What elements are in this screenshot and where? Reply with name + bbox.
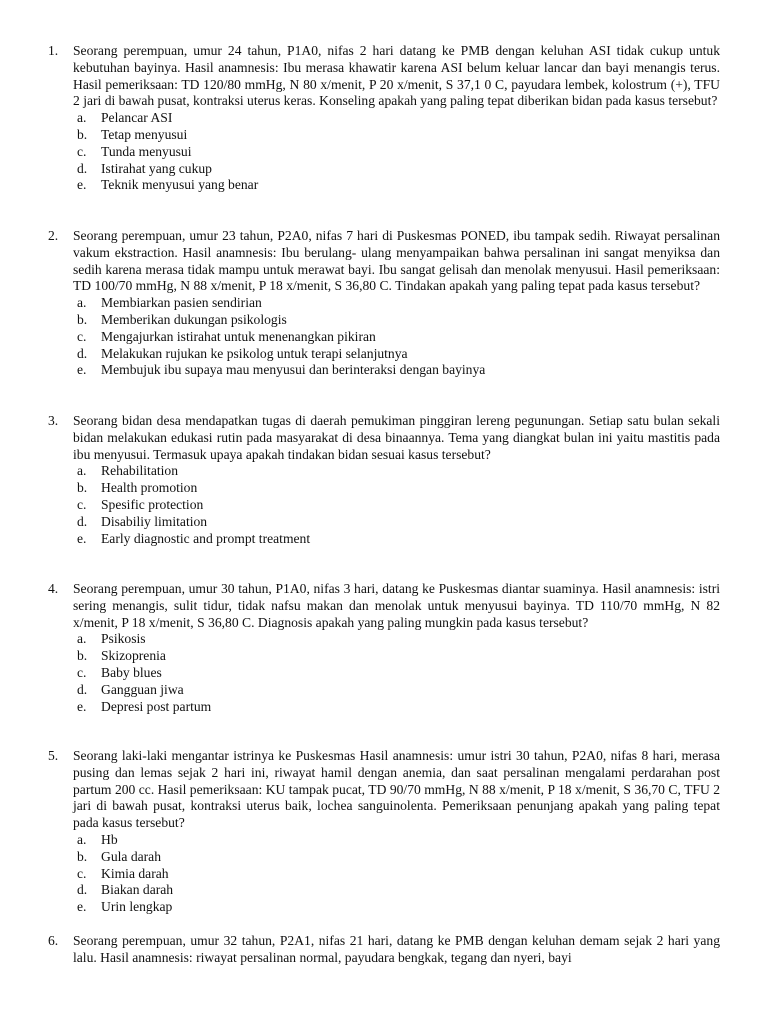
- answer-option: [77, 161, 720, 178]
- option-letter: b.: [77, 848, 88, 864]
- answer-option: [77, 882, 720, 899]
- answer-options: [77, 110, 720, 194]
- option-letter: b.: [77, 126, 88, 142]
- option-letter: b.: [77, 311, 88, 327]
- option-letter: d.: [77, 882, 88, 898]
- option-text: Pelancar ASI: [101, 110, 173, 126]
- option-letter: b.: [77, 648, 88, 664]
- answer-options: [77, 631, 720, 715]
- answer-options: [77, 832, 720, 916]
- option-text: Membiarkan pasien sendirian: [101, 295, 262, 311]
- option-text: Urin lengkap: [101, 899, 173, 915]
- question-6: [48, 933, 720, 967]
- option-text: Mengajurkan istirahat untuk menenangkan pikiran: [101, 328, 376, 344]
- option-text: Istirahat yang cukup: [101, 160, 212, 176]
- answer-option: [77, 110, 720, 127]
- answer-option: [77, 144, 720, 161]
- answer-option: [77, 866, 720, 883]
- option-letter: d.: [77, 513, 88, 529]
- option-letter: c.: [77, 328, 87, 344]
- option-text: Gangguan jiwa: [101, 681, 184, 697]
- option-text: Hb: [101, 831, 118, 847]
- option-letter: a.: [77, 463, 87, 479]
- question-number: 3.: [48, 413, 59, 428]
- option-text: Disabiliy limitation: [101, 513, 208, 529]
- answer-option: [77, 480, 720, 497]
- option-letter: c.: [77, 664, 87, 680]
- question-text: Seorang bidan desa mendapatkan tugas di daerah pemukiman pinggiran lereng pegunungan. Setiap satu bulan sekali bidan melakukan edukasi rutin pada masyarakat di desa binaannya. Tema yang diangkat bulan ini yaitu mastitis pada ibu menyusui. Termasuk upaya apakah tindakan bidan sesuai kasus tersebut?: [73, 413, 720, 462]
- option-letter: c.: [77, 496, 87, 512]
- option-text: Melakukan rujukan ke psikolog untuk terapi selanjutnya: [101, 345, 408, 361]
- option-text: Tunda menyusui: [101, 143, 192, 159]
- option-letter: a.: [77, 831, 87, 847]
- option-letter: e.: [77, 899, 87, 915]
- answer-option: [77, 312, 720, 329]
- answer-option: [77, 295, 720, 312]
- answer-option: [77, 177, 720, 194]
- answer-option: [77, 362, 720, 379]
- option-text: Tetap menyusui: [101, 126, 188, 142]
- question-text: Seorang perempuan, umur 30 tahun, P1A0, nifas 3 hari, datang ke Puskesmas diantar suaminya. Hasil anamnesis: istri sering menangis, sulit tidur, tidak nafsu makan dan menolak untuk menyusui bayinya. TD 110/70 mmHg, N 82 x/menit, P 18 x/menit, S 36,80 C. Diagnosis apakah yang paling mungkin pada kasus tersebut?: [73, 581, 720, 630]
- question-3: [48, 413, 720, 547]
- question-text: Seorang laki-laki mengantar istrinya ke Puskesmas Hasil anamnesis: umur istri 30 tahun, P2A0, nifas 8 hari, merasa pusing dan lemas sejak 2 hari ini, riwayat hamil dengan anemia, dan saat persalinan mengalami perdarahan post partum 200 cc. Hasil pemeriksaan: KU tampak pucat, TD 90/70 mmHg, N 88 x/menit, P 18 x/menit, S 36,70 C, TFU 2 jari di bawah pusat, kontraksi uterus baik, lochea sanguinolenta. Pemeriksaan penunjang apakah yang paling tepat pada kasus tersebut?: [73, 748, 720, 831]
- option-letter: b.: [77, 480, 88, 496]
- answer-option: [77, 514, 720, 531]
- question-number: 2.: [48, 228, 59, 243]
- question-2: [48, 228, 720, 379]
- option-text: Psikosis: [101, 631, 146, 647]
- option-letter: a.: [77, 295, 87, 311]
- question-number: 6.: [48, 933, 59, 948]
- answer-option: [77, 463, 720, 480]
- question-number: 4.: [48, 581, 59, 596]
- answer-option: [77, 531, 720, 548]
- question-5: [48, 748, 720, 916]
- option-text: Skizoprenia: [101, 648, 166, 664]
- answer-option: [77, 497, 720, 514]
- answer-option: [77, 849, 720, 866]
- option-letter: d.: [77, 345, 88, 361]
- option-letter: a.: [77, 110, 87, 126]
- question-1: [48, 43, 720, 194]
- option-letter: c.: [77, 143, 87, 159]
- option-letter: d.: [77, 681, 88, 697]
- option-letter: a.: [77, 631, 87, 647]
- option-text: Membujuk ibu supaya mau menyusui dan berinteraksi dengan bayinya: [101, 362, 486, 378]
- option-text: Gula darah: [101, 848, 162, 864]
- answer-options: [77, 463, 720, 547]
- option-text: Spesific protection: [101, 496, 204, 512]
- option-letter: e.: [77, 362, 87, 378]
- option-text: Memberikan dukungan psikologis: [101, 311, 287, 327]
- question-number: 5.: [48, 748, 59, 763]
- option-text: Biakan darah: [101, 882, 174, 898]
- option-letter: e.: [77, 530, 87, 546]
- option-letter: d.: [77, 160, 88, 176]
- answer-option: [77, 899, 720, 916]
- option-text: Early diagnostic and prompt treatment: [101, 530, 311, 546]
- option-text: Health promotion: [101, 480, 198, 496]
- question-text: Seorang perempuan, umur 23 tahun, P2A0, nifas 7 hari di Puskesmas PONED, ibu tampak sedih. Riwayat persalinan vakum ekstraction. Hasil anamnesis: Ibu berulang- ulang menyampaikan bahwa persalinan ini sangat menyiksa dan sedih karena merasa tidak mampu untuk merawat bayi. Ibu sangat gelisah dan menolak menyusui. Hasil pemeriksaan: TD 100/70 mmHg, N 88 x/menit, P 18 x/menit, S 36,80 C. Tindakan apakah yang paling tepat pada kasus tersebut?: [73, 228, 720, 294]
- option-letter: e.: [77, 698, 87, 714]
- answer-option: [77, 665, 720, 682]
- answer-option: [77, 329, 720, 346]
- answer-option: [77, 832, 720, 849]
- answer-option: [77, 699, 720, 716]
- answer-option: [77, 127, 720, 144]
- question-4: [48, 581, 720, 715]
- answer-option: [77, 631, 720, 648]
- question-text: Seorang perempuan, umur 32 tahun, P2A1, nifas 21 hari, datang ke PMB dengan keluhan demam sejak 2 hari yang lalu. Hasil anamnesis: riwayat persalinan normal, payudara bengkak, tegang dan nyeri, bayi: [73, 933, 720, 965]
- option-text: Depresi post partum: [101, 698, 212, 714]
- question-number: 1.: [48, 43, 59, 58]
- option-text: Baby blues: [101, 664, 162, 680]
- option-letter: c.: [77, 865, 87, 881]
- answer-option: [77, 648, 720, 665]
- question-text: Seorang perempuan, umur 24 tahun, P1A0, nifas 2 hari datang ke PMB dengan keluhan ASI tidak cukup untuk kebutuhan bayinya. Hasil anamnesis: Ibu merasa khawatir karena ASI belum keluar lancar dan bayi menangis terus. Hasil pemeriksaan: TD 120/80 mmHg, N 80 x/menit, P 20 x/menit, S 37,1 0 C, payudara lembek, kolostrum (+), TFU 2 jari di bawah pusat, kontraksi uterus keras. Konseling apakah yang paling tepat diberikan bidan pada kasus tersebut?: [73, 43, 720, 109]
- answer-option: [77, 346, 720, 363]
- option-text: Rehabilitation: [101, 463, 179, 479]
- option-letter: e.: [77, 177, 87, 193]
- option-text: Kimia darah: [101, 865, 169, 881]
- option-text: Teknik menyusui yang benar: [101, 177, 259, 193]
- answer-options: [77, 295, 720, 379]
- answer-option: [77, 682, 720, 699]
